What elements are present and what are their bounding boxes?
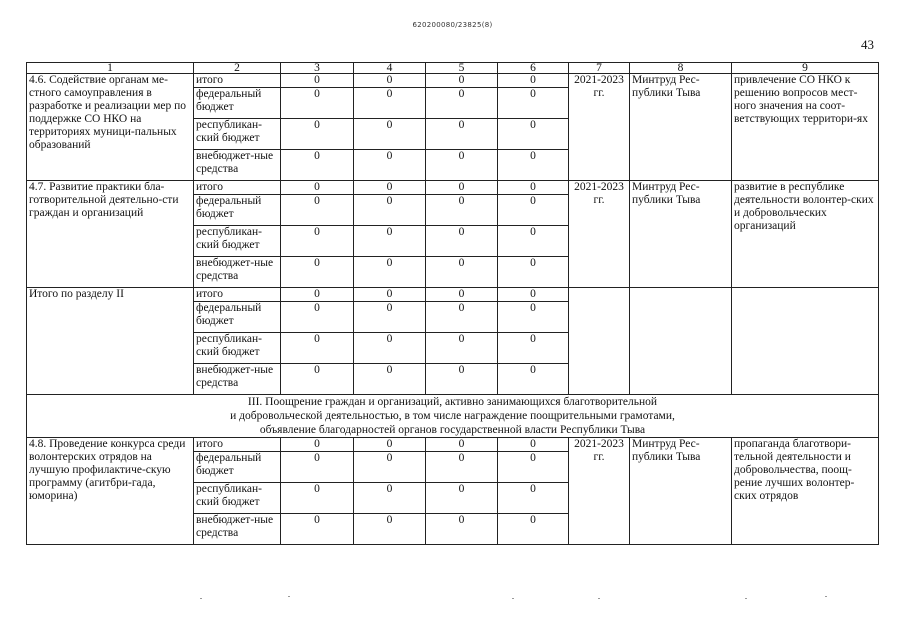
value-cell: 0: [426, 74, 498, 88]
value-cell: 0: [426, 226, 498, 257]
value-cell: 0: [426, 150, 498, 181]
value-cell: 0: [281, 302, 354, 333]
value-cell: 0: [426, 452, 498, 483]
value-cell: 0: [498, 74, 569, 88]
value-cell: 0: [281, 452, 354, 483]
section-heading-row: [27, 395, 879, 438]
value-cell: 0: [426, 364, 498, 395]
value-cell: 0: [426, 257, 498, 288]
funding-source: федеральный бюджет: [194, 88, 281, 119]
value-cell: 0: [498, 181, 569, 195]
value-cell: 0: [281, 364, 354, 395]
value-cell: 0: [354, 438, 426, 452]
period-cell: 2021-2023 гг.: [569, 74, 630, 181]
value-cell: 0: [498, 257, 569, 288]
value-cell: 0: [498, 364, 569, 395]
funding-source: итого: [194, 74, 281, 88]
value-cell: 0: [498, 483, 569, 514]
value-cell: 0: [426, 181, 498, 195]
funding-source: внебюджет-ные средства: [194, 150, 281, 181]
funding-source: внебюджет-ные средства: [194, 364, 281, 395]
value-cell: 0: [281, 483, 354, 514]
funding-source: итого: [194, 438, 281, 452]
column-number: 9: [732, 63, 879, 74]
value-cell: 0: [498, 288, 569, 302]
executor-cell: [630, 288, 732, 395]
period-cell: 2021-2023 гг.: [569, 181, 630, 288]
column-number-row: [27, 63, 879, 74]
value-cell: 0: [498, 302, 569, 333]
value-cell: 0: [281, 333, 354, 364]
value-cell: 0: [281, 88, 354, 119]
funding-source: итого: [194, 181, 281, 195]
value-cell: 0: [354, 483, 426, 514]
result-cell: развитие в республике деятельности волонтер-ских и добровольческих организаций: [732, 181, 879, 288]
value-cell: 0: [426, 88, 498, 119]
period-cell: 2021-2023 гг.: [569, 438, 630, 545]
value-cell: 0: [498, 119, 569, 150]
funding-source: итого: [194, 288, 281, 302]
column-number: 8: [630, 63, 732, 74]
measure-cell: 4.7. Развитие практики бла-готворительной деятельно-сти граждан и организаций: [27, 181, 194, 288]
value-cell: 0: [354, 288, 426, 302]
value-cell: 0: [498, 452, 569, 483]
value-cell: 0: [354, 226, 426, 257]
period-cell: [569, 288, 630, 395]
value-cell: 0: [426, 302, 498, 333]
column-number: 5: [426, 63, 498, 74]
table-row: [27, 181, 879, 195]
value-cell: 0: [281, 288, 354, 302]
funding-source: внебюджет-ные средства: [194, 257, 281, 288]
funding-source: республикан-ский бюджет: [194, 483, 281, 514]
column-number: 2: [194, 63, 281, 74]
value-cell: 0: [354, 257, 426, 288]
value-cell: 0: [281, 150, 354, 181]
value-cell: 0: [426, 119, 498, 150]
value-cell: 0: [426, 195, 498, 226]
scan-speck: [598, 598, 600, 599]
scan-speck: [825, 596, 827, 597]
measure-cell: 4.8. Проведение конкурса среди волонтерских отрядов на лучшую профилактиче-скую программу (агитбри-гада, юморина): [27, 438, 194, 545]
funding-source: федеральный бюджет: [194, 195, 281, 226]
column-number: 3: [281, 63, 354, 74]
result-cell: привлечение СО НКО к решению вопросов мест-ного значения на соот-ветствующих территори-ях: [732, 74, 879, 181]
table-row: [27, 74, 879, 88]
table-row: [27, 438, 879, 452]
value-cell: 0: [498, 333, 569, 364]
section-heading-line: объявление благодарностей органов государственной власти Республики Тыва: [259, 424, 646, 436]
value-cell: 0: [281, 181, 354, 195]
document-id: 620200080/23825(8): [412, 21, 493, 29]
value-cell: 0: [498, 514, 569, 545]
value-cell: 0: [281, 195, 354, 226]
funding-source: республикан-ский бюджет: [194, 119, 281, 150]
executor-cell: Минтруд Рес-публики Тыва: [630, 438, 732, 545]
value-cell: 0: [426, 514, 498, 545]
value-cell: 0: [354, 88, 426, 119]
section-heading-line: III. Поощрение граждан и организаций, активно занимающихся благотворительной: [247, 396, 658, 408]
value-cell: 0: [354, 452, 426, 483]
value-cell: 0: [354, 119, 426, 150]
column-number: 1: [27, 63, 194, 74]
value-cell: 0: [498, 88, 569, 119]
value-cell: 0: [426, 333, 498, 364]
value-cell: 0: [281, 74, 354, 88]
scan-speck: [512, 598, 514, 599]
value-cell: 0: [498, 226, 569, 257]
page-number: 43: [861, 37, 874, 52]
value-cell: 0: [498, 438, 569, 452]
column-number: 7: [569, 63, 630, 74]
result-cell: [732, 288, 879, 395]
scan-speck: [200, 598, 202, 599]
column-number: 6: [498, 63, 569, 74]
funding-source: федеральный бюджет: [194, 452, 281, 483]
measure-cell: 4.6. Содействие органам ме-стного самоуправления в разработке и реализации мер по поддержке СО НКО на территориях муници-пальных образований: [27, 74, 194, 181]
value-cell: 0: [426, 288, 498, 302]
column-number: 4: [354, 63, 426, 74]
result-cell: пропаганда благотвори-тельной деятельности и добровольчества, поощ-рение лучших волонтер-ских отрядов: [732, 438, 879, 545]
program-table: [26, 62, 879, 545]
value-cell: 0: [354, 74, 426, 88]
funding-source: внебюджет-ные средства: [194, 514, 281, 545]
value-cell: 0: [426, 438, 498, 452]
value-cell: 0: [498, 150, 569, 181]
value-cell: 0: [354, 195, 426, 226]
value-cell: 0: [281, 438, 354, 452]
value-cell: 0: [498, 195, 569, 226]
executor-cell: Минтруд Рес-публики Тыва: [630, 181, 732, 288]
scan-speck: [288, 596, 290, 597]
funding-source: федеральный бюджет: [194, 302, 281, 333]
value-cell: 0: [281, 257, 354, 288]
value-cell: 0: [426, 483, 498, 514]
value-cell: 0: [354, 364, 426, 395]
table-row: [27, 288, 879, 302]
value-cell: 0: [354, 333, 426, 364]
funding-source: республикан-ский бюджет: [194, 226, 281, 257]
value-cell: 0: [281, 226, 354, 257]
section-heading: [27, 395, 879, 438]
value-cell: 0: [354, 150, 426, 181]
section-heading-line: и добровольческой деятельностью, в том числе награждение поощрительными грамотами,: [230, 410, 675, 422]
value-cell: 0: [281, 119, 354, 150]
funding-source: республикан-ский бюджет: [194, 333, 281, 364]
value-cell: 0: [281, 514, 354, 545]
measure-cell: Итого по разделу II: [27, 288, 194, 395]
value-cell: 0: [354, 302, 426, 333]
scan-speck: [745, 598, 747, 599]
value-cell: 0: [354, 514, 426, 545]
value-cell: 0: [354, 181, 426, 195]
executor-cell: Минтруд Рес-публики Тыва: [630, 74, 732, 181]
